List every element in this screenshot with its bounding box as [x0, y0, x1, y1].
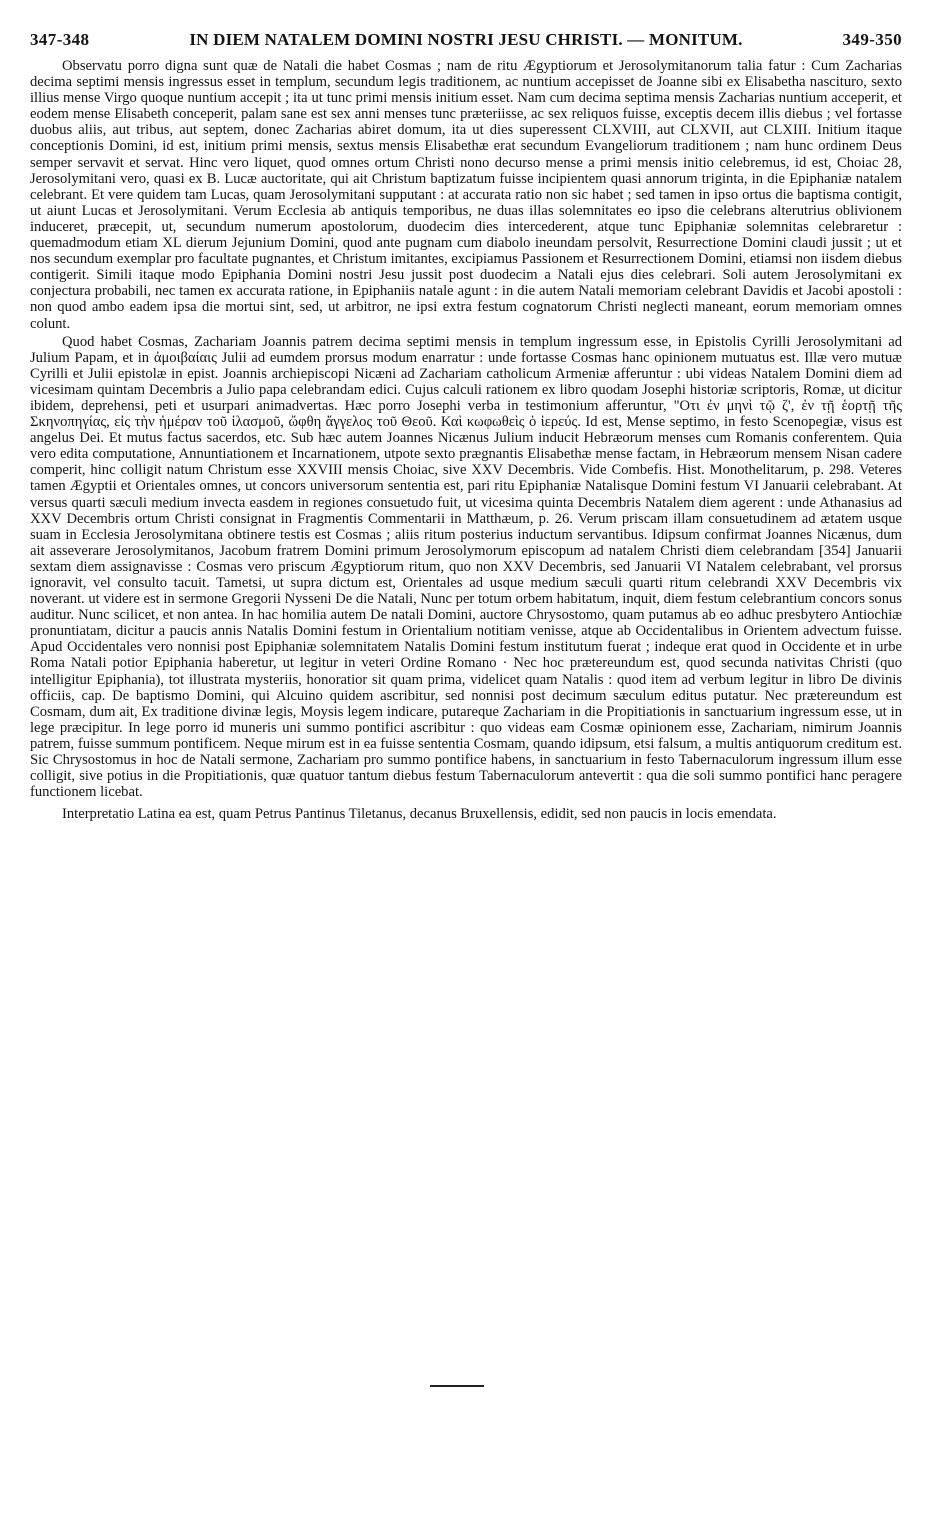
- paragraph-commentary: Quod habet Cosmas, Zachariam Joannis patrem decima septimi mensis in templum ingressum esse, in Epistolis Cyrilli Jerosolymitani ad Julium Papam, et in ἀμοιβαίαις Julii ad eumdem prorsus modum enarratur : unde fortasse Cosmas hanc opinionem mutuatus est. Illæ vero mutuæ Cyrilli et Julii epistolæ in epist. Joannis archiepiscopi Nicæni ad Zachariam catholicum Armeniæ afferuntur : ubi videas Natalem Domini diem ad vicesimam quintam Decembris a Julio papa celebrandam edici. Cujus calculi rationem ex libro quodam Josephi historiæ scriptoris, Romæ, ut dicitur ibidem, deprehensi, peti et usurpari animadvertas. Hæc porro Josephi verba in testimonium afferuntur, "Οτι ἐν μηνὶ τῷ ζ', ἐν τῇ ἑορτῇ τῆς Σκηνοπηγίας, εἰς τὴν ἡμέραν τοῦ ἱλασμοῦ, ὤφθη ἄγγελος τοῦ Θεοῦ. Καὶ κωφωθεὶς ὁ ἱερεύς. Id est, Mense septimo, in festo Scenopegiæ, visus est angelus Dei. Et mutus factus sacerdos, etc. Sub hæc autem Joannes Nicænus Julium inducit Hebræorum menses cum Romanis conferentem. Quia vero edita computatione, Annuntiationem et Incarnationem, utpote sexto prægnantis Elisabethæ mense factam, in Hebræorum mensem Nisan cadere comperit, hinc colligit natum Christum esse XXVIII mensis Choiac, sive XXV Decembris. Vide Combefis. Hist. Monothelitarum, p. 298. Veteres tamen Ægyptii et Orientales omnes, ut concors universorum sententia est, pari ritu Epiphaniæ Natalisque Domini festum VI Januarii celebrabant. At versus quarti sæculi medium invecta easdem in regiones consuetudo fuit, ut vicesima quinta Decembris Natalem diem agerent : unde Athanasius ad XXV Decembris ortum Christi consignat in Fragmentis Commentarii in Matthæum, p. 26. Verum priscam illam consuetudinem ad ætatem usque suam in Ecclesia Jerosolymitana obtinere testis est Cosmas ; aliis ritum posterius inductum servantibus. Idipsum confirmat Joannes Nicænus, dum ait asseverare Jerosolymitanos, Jacobum fratrem Domini primum Jerosolymorum episcopum ad natalem Christi diem celebrandam [354] Januarii sextam diem assignavisse : Cosmas vero priscum Ægyptiorum ritum, quo non XXV Decembris, sed Januarii VI Natalem celebrabant, vel prorsus ignoravit, vel consulto tacuit. Tametsi, ut supra dictum est, Orientales ad usque medium sæculi quarti ritum celebrandi XXV Decembris vix noverant. ut videre est in sermone Gregorii Nysseni De die Natali, Nunc per totum orbem habitatum, inquit, diem festum celebrantium concors sonus auditur. Nunc scilicet, et non antea. In hac homilia autem De natali Domini, auctore Chrysostomo, quam putamus ab eo adhuc presbytero Antiochiæ pronuntiatam, dicitur a paucis annis Natalis Domini festum in Orientalium notitiam venisse, atque ab Occidentalibus in Orientem advectum fuisse. Apud Occidentales vero nonnisi post Epiphaniæ solemnitatem Natalis Domini festum institutum fuerat ; indeque erat quod in Occidente et in urbe Roma Natali potior Epiphania haberetur, ut legitur in veteri Ordine Romano · Nec hoc prætereundum est, quod secunda nativitas Christi (quo intelligitur Epiphania), tot illustrata mysteriis, honoratior sit quam prima, videlicet quam Natalis : quod item ad verbum legitur in libro De divinis officiis, cap. De baptismo Domini, qui Alcuino quidem ascribitur, sed nonnisi post decimum sæculum editus putatur. Nec prætereundum est Cosmam, dum ait, Ex traditione divinæ legis, Moysis legem indicare, putareque Zachariam in die Propitiationis in sanctuarium ingressum esse, ut in lege præcipitur. In lege porro id muneris uni summo pontifici ascribitur : quo videas eam Cosmæ opinionem esse, Zachariam, nimirum Joannis patrem, fuisse summum pontificem. Neque mirum est in ea fuisse sententia Cosmam, quando idipsum, etsi falsum, a multis antiquorum creditum est. Sic Chrysostomus in hoc de Natali sermone, Zachariam pro summo pontifice habens, in sanctuarium in festo Tabernaculorum ingressum illum esse colligit, sive potius in die Propitiationis, quæ quatuor tantum diebus festum Tabernaculorum antevertit : qua die soli summo pontifici hanc peragere functionem licebat.: [30, 333, 902, 801]
- page: [30, 30, 902, 822]
- paragraph-interpretatio: Interpretatio Latina ea est, quam Petrus Pantinus Tiletanus, decanus Bruxellensis, edidit, sed non paucis in locis emendata.: [62, 806, 777, 823]
- paragraph-cosmas-natali: Observatu porro digna sunt quæ de Natali die habet Cosmas ; nam de ritu Ægyptiorum et Jerosolymitanorum talia fatur : Cum Zacharias decima septimi mensis ingressus esset in templum, secundum legis traditionem, ac nuntium accepisset de Joanne sibi ex Elisabetha nascituro, sexto illius mense Virgo quoque nuntium accepit ; ita ut tunc primi mensis initium esset. Nam cum decima septima mensis Zacharias nuntium acceperit, et eodem mense Elisabeth conceperit, palam sane est sex anni menses tunc præteriisse, ac sex reliquos fuisse, exceptis decem illis diebus ; vel fortasse duobus aliis, aut tribus, aut septem, donec Zacharias abiret domum, ita ut dies superessent CLXVIII, aut CLXVII, aut CLXIII. Initium itaque conceptionis Domini, id est, initium primi mensis, sextus mensis Elisabethæ erat secundum Evangeliorum traditionem ; nam hunc ordinem Deus semper servavit et servat. Hinc vero liquet, quod omnes ortum Christi nono decurso mense a primi mensis initio celebremus, id est, Choiac 28, Jerosolymitani vero, quasi ex B. Lucæ auctoritate, qui ait Christum baptizatum fuisse incipientem quasi annorum triginta, in die Epiphaniæ natalem celebrant. Et vere quidem tam Lucas, quam Jerosolymitani supputant : at accurata ratio non sic habet ; sed tamen in ipso ortus die baptisma contigit, ut aiunt Lucas et Jerosolymitani. Verum Ecclesia ab antiquis temporibus, ne duas illas solemnitates eo ipso die celebrans alterutrius oblivionem induceret, præcepit, ut, secundum numerum apostolorum, duodecim dies intercederent, atque tunc Epiphaniæ solemnitas celebraretur : quemadmodum etiam XL dierum Jejunium Domini, quod ante pugnam cum diabolo ineundam persolvit, Resurrectione Domini claudi jussit ; ut et nos secundum exemplar pro facultate pugnantes, et Christum imitantes, excipiamus Passionem et Resurrectionem Domini, etiamsi non iisdem diebus contigerit. Simili itaque modo Epiphania Domini nostri Jesu jussit post duodecim a Natali ejus dies celebrari. Soli autem Jerosolymitani ex conjectura probabili, nec tamen ex accurata ratione, in Epiphaniis natale agunt : in die autem Natali memoriam celebrant Davidis et Jacobi apostoli : non quod ambo eadem ipsa die mortui sint, sed, ut arbitror, ne ipsi extra festum cognatorum Christi neglecti maneant, eorum memoriam omnes colunt.: [30, 58, 902, 332]
- closing-rule: [430, 1385, 484, 1387]
- column-numbers-left: 347-348: [30, 30, 90, 49]
- running-header: [30, 30, 902, 50]
- running-title: IN DIEM NATALEM DOMINI NOSTRI JESU CHRISTI. — MONITUM.: [189, 30, 743, 49]
- column-numbers-right: 349-350: [842, 30, 902, 49]
